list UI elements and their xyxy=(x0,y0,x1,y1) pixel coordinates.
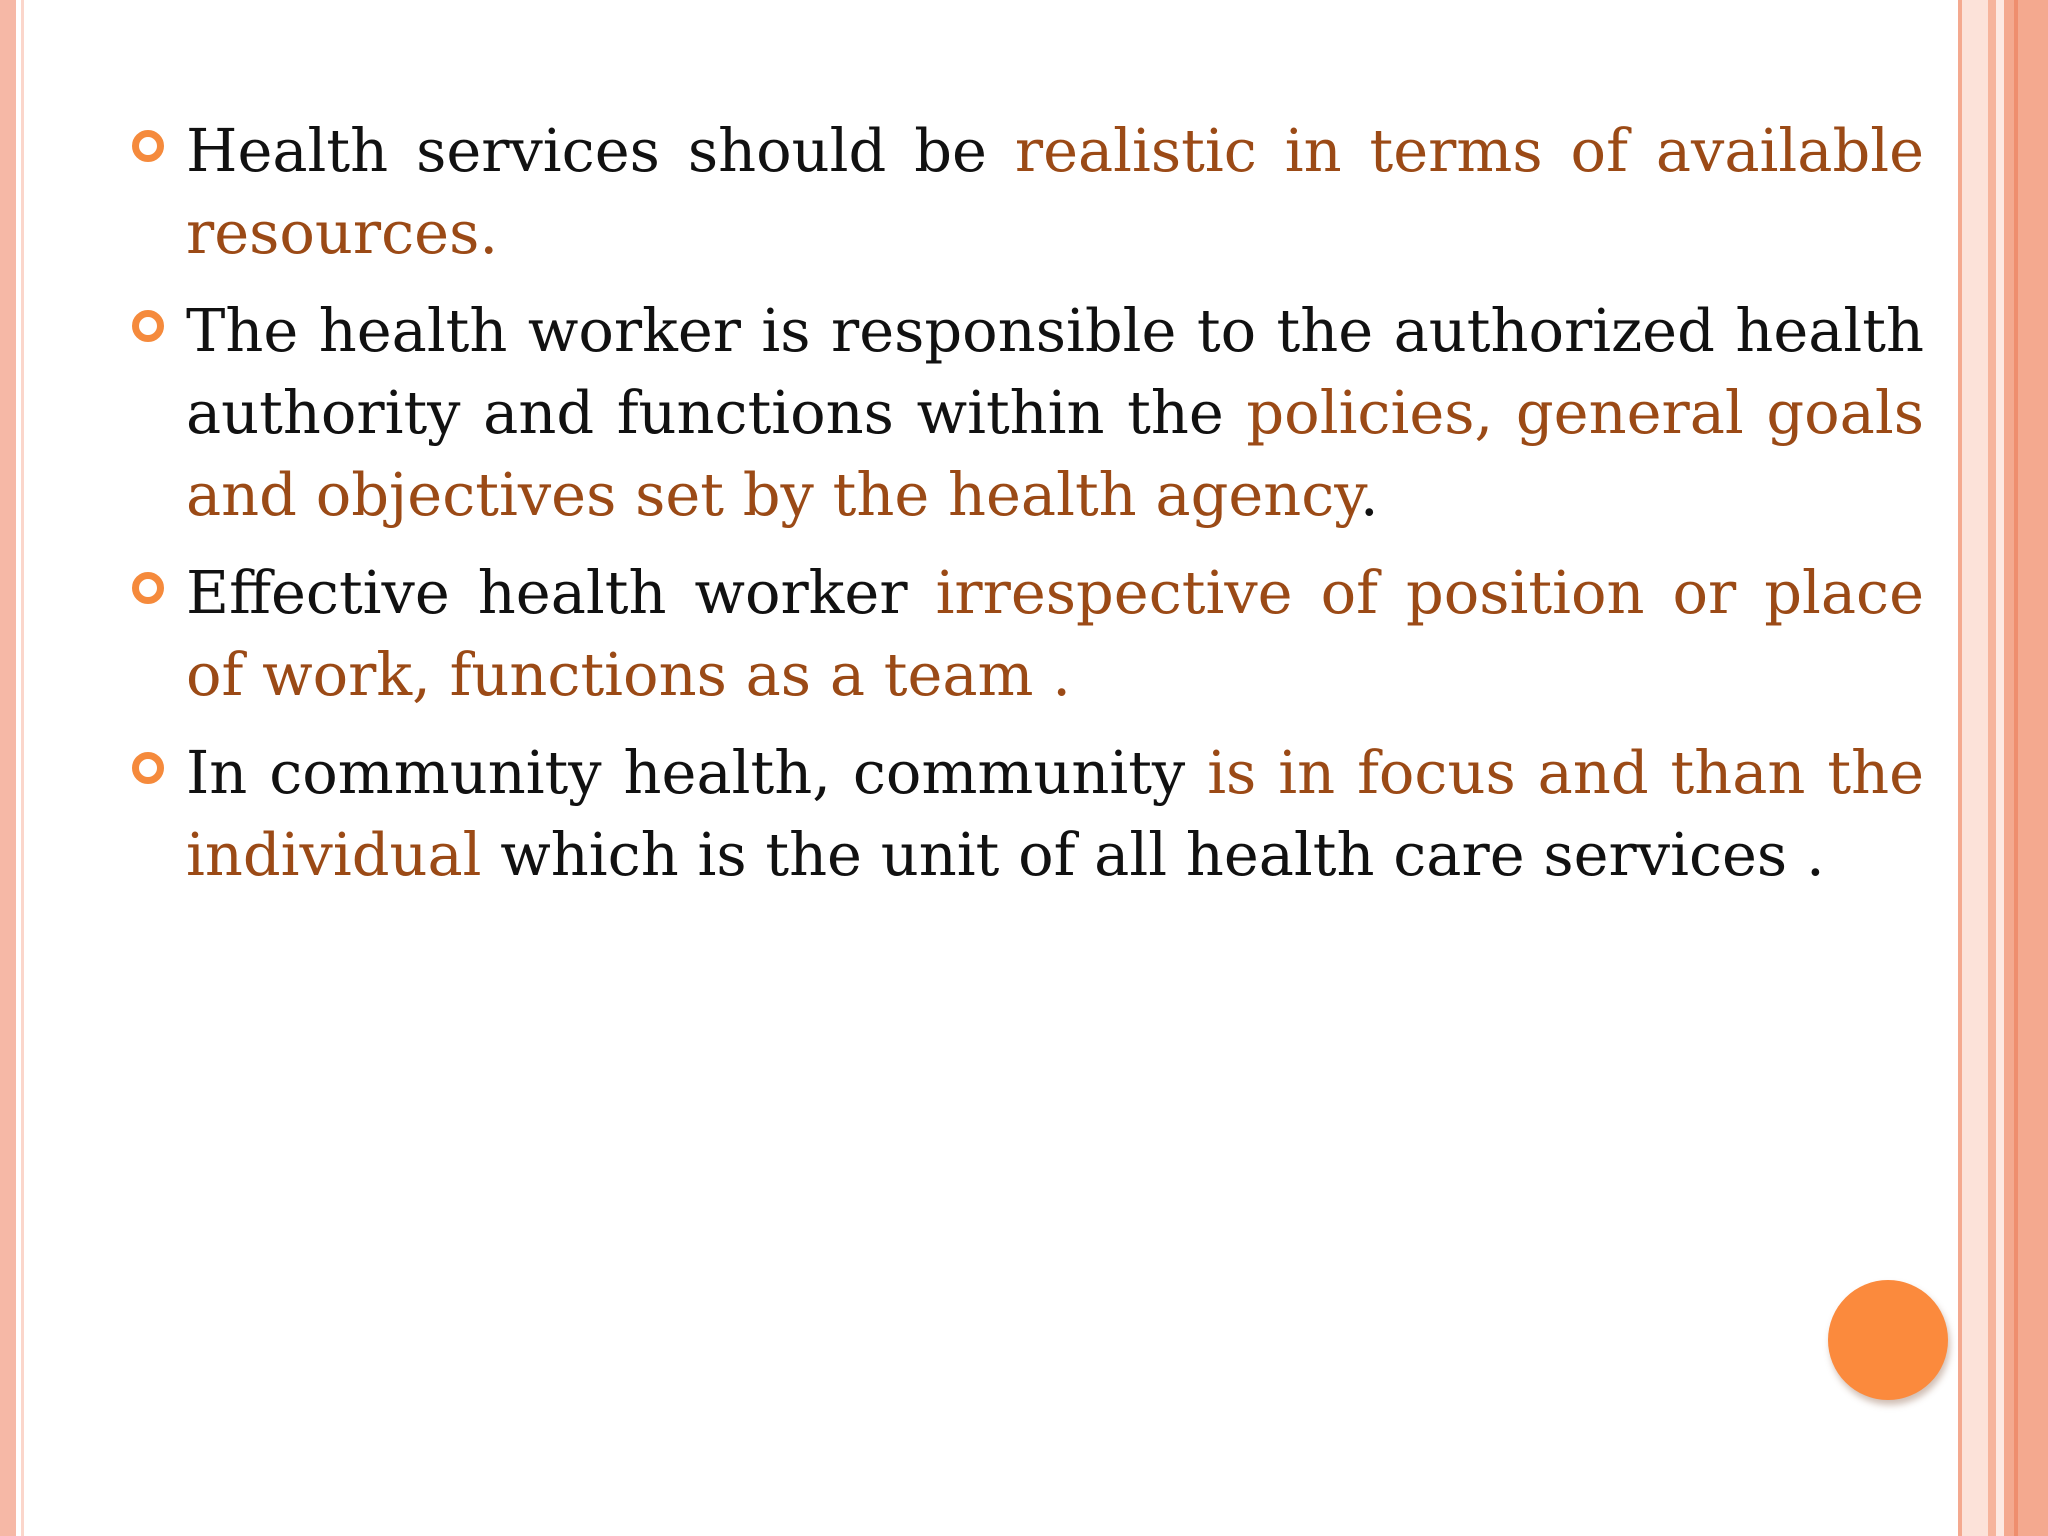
bullet-text xyxy=(186,732,1924,896)
bullet-text xyxy=(186,290,1924,536)
left-border-bar xyxy=(0,0,16,1536)
bullet-segment: In community health, community xyxy=(186,738,1208,807)
right-border-band xyxy=(1962,0,1988,1536)
filled-orange-circle-icon xyxy=(1828,1280,1948,1400)
hollow-circle-icon xyxy=(132,130,164,162)
bullet-segment-highlight: irrespective of position or place of work, functions as a team . xyxy=(186,558,1924,709)
bullet-item xyxy=(132,732,1924,896)
right-border-thick-stripe xyxy=(2014,0,2018,1536)
bullet-segment-highlight: realistic in terms of available resources. xyxy=(186,116,1924,267)
hollow-circle-icon xyxy=(132,752,164,784)
bullet-item xyxy=(132,110,1924,274)
bullet-segment: . xyxy=(1359,460,1379,529)
bullet-item xyxy=(132,290,1924,536)
bullet-list xyxy=(132,110,1924,912)
bullet-segment: which is the unit of all health care services . xyxy=(481,820,1825,889)
bullet-segment-highlight: policies, general goals and objectives set by the health agency xyxy=(186,378,1925,529)
bullet-item xyxy=(132,552,1924,716)
right-border-thick-bar xyxy=(2004,0,2048,1536)
right-border-line-inner xyxy=(1988,0,1996,1536)
bullet-text xyxy=(186,110,1924,274)
bullet-segment: Health services should be xyxy=(186,116,1015,185)
hollow-circle-icon xyxy=(132,572,164,604)
hollow-circle-icon xyxy=(132,310,164,342)
bullet-segment: Effective health worker xyxy=(186,558,936,627)
bullet-segment-highlight: is in focus and than the individual xyxy=(186,738,1924,889)
bullet-segment: The health worker is responsible to the authorized health authority and functions within the xyxy=(186,296,1924,447)
bullet-text xyxy=(186,552,1924,716)
left-border-line xyxy=(21,0,24,1536)
right-border-gap xyxy=(1996,0,2004,1536)
